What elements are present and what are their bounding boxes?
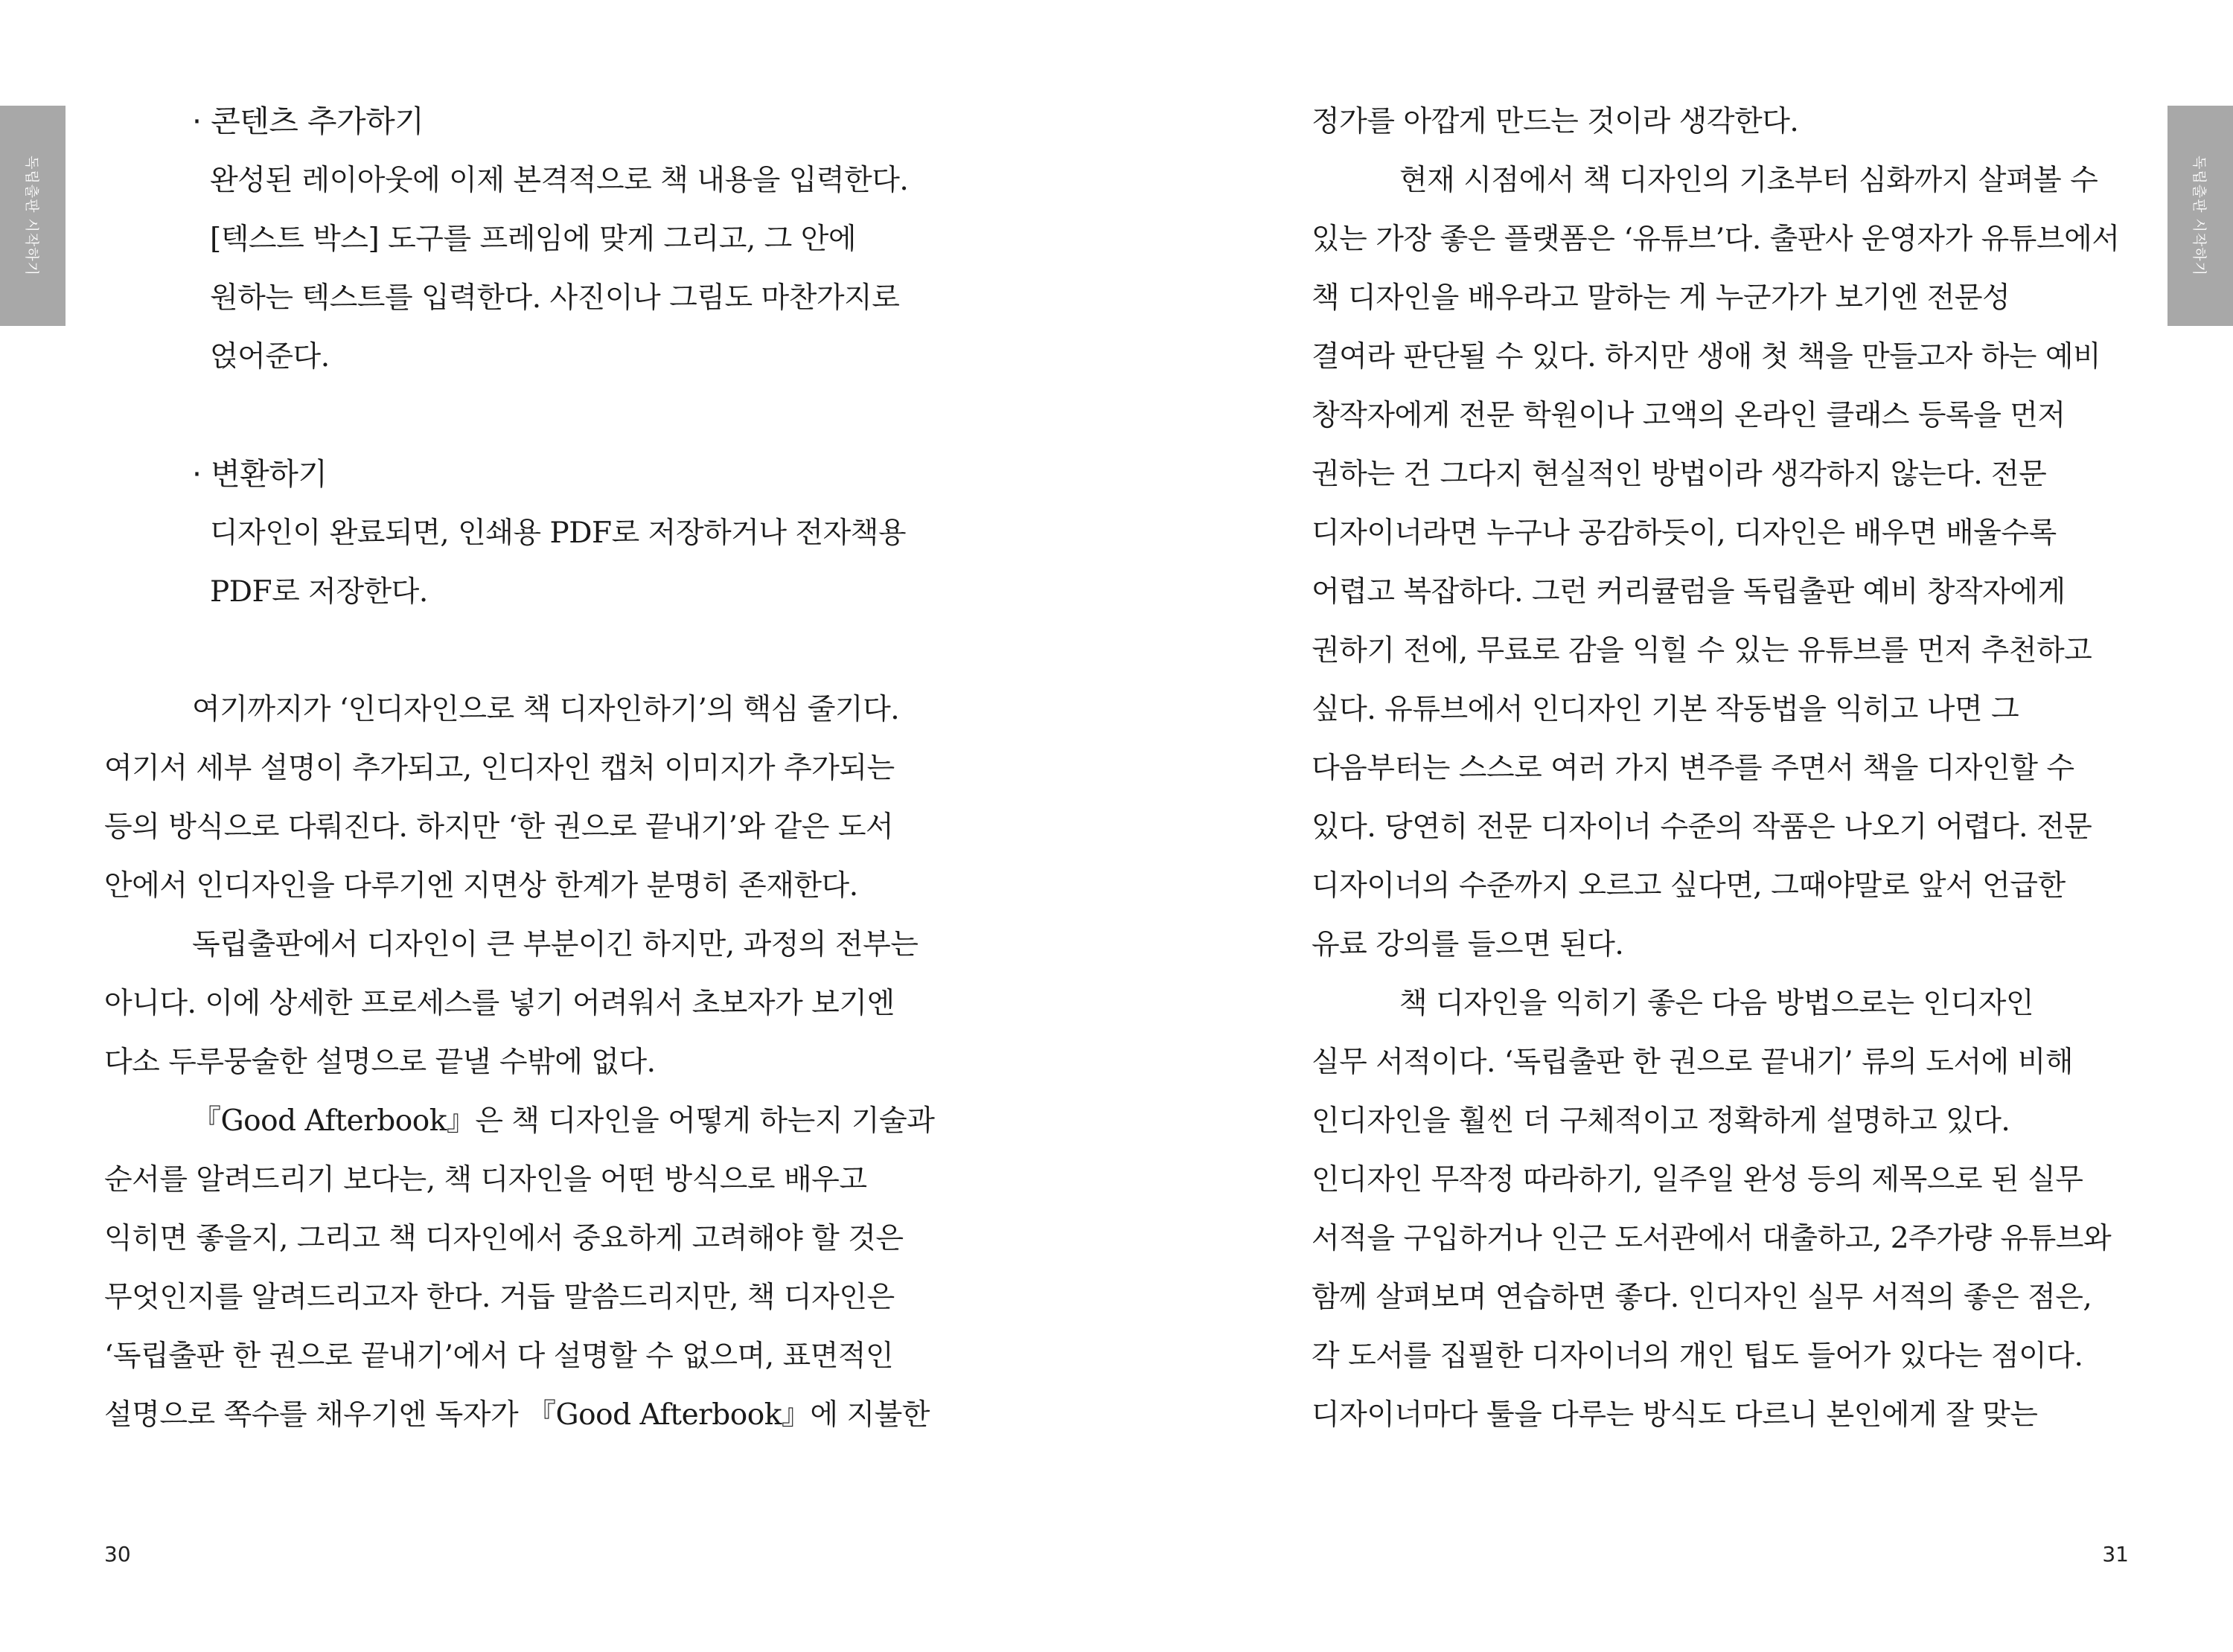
paragraph-line: 현재 시점에서 책 디자인의 기초부터 심화까지 살펴볼 수 [1399, 164, 2098, 197]
section-heading: · 변환하기 [192, 456, 328, 492]
paragraph-line: 책 디자인을 배우라고 말하는 게 누군가가 보기엔 전문성 [1312, 281, 2010, 315]
paragraph-line: 권하기 전에, 무료로 감을 익힐 수 있는 유튜브를 먼저 추천하고 [1312, 634, 2092, 667]
left-side-tab-label: 독립출판 시작하기 [23, 156, 40, 276]
paragraph-line: 있다. 당연히 전문 디자이너 수준의 작품은 나오기 어렵다. 전문 [1312, 810, 2092, 844]
paragraph-line: 창작자에게 전문 학원이나 고액의 온라인 클래스 등록을 먼저 [1312, 399, 2066, 432]
paragraph-line: 안에서 인디자인을 다루기엔 지면상 한계가 분명히 존재한다. [104, 869, 858, 903]
paragraph-line: 함께 살펴보며 연습하면 좋다. 인디자인 실무 서적의 좋은 점은, [1312, 1281, 2092, 1314]
section-line: 원하는 텍스트를 입력한다. 사진이나 그림도 마찬가지로 [210, 281, 900, 315]
paragraph-line: 실무 서적이다. ‘독립출판 한 권으로 끝내기’ 류의 도서에 비해 [1312, 1046, 2074, 1079]
paragraph-line: 정가를 아깝게 만드는 것이라 생각한다. [1312, 105, 1799, 138]
paragraph-line: 설명으로 쪽수를 채우기엔 독자가 『Good Afterbook』에 지불한 [104, 1398, 930, 1432]
paragraph-line: 유료 강의를 들으면 된다. [1312, 928, 1624, 961]
paragraph-line: 익히면 좋을지, 그리고 책 디자인에서 중요하게 고려해야 할 것은 [104, 1222, 904, 1255]
paragraph-line: 다음부터는 스스로 여러 가지 변주를 주면서 책을 디자인할 수 [1312, 752, 2074, 785]
paragraph-line: 있는 가장 좋은 플랫폼은 ‘유튜브’다. 출판사 운영자가 유튜브에서 [1312, 222, 2120, 256]
paragraph-line: 무엇인지를 알려드리고자 한다. 거듭 말씀드리지만, 책 디자인은 [104, 1281, 895, 1314]
paragraph-line: 다소 두루뭉술한 설명으로 끝낼 수밖에 없다. [104, 1046, 656, 1079]
paragraph-line: 『Good Afterbook』은 책 디자인을 어떻게 하는지 기술과 [192, 1104, 935, 1138]
section-line: [텍스트 박스] 도구를 프레임에 맞게 그리고, 그 안에 [210, 222, 857, 256]
paragraph-line: 권하는 건 그다지 현실적인 방법이라 생각하지 않는다. 전문 [1312, 458, 2047, 491]
left-page [0, 0, 1116, 1652]
paragraph-line: 서적을 구입하거나 인근 도서관에서 대출하고, 2주가량 유튜브와 [1312, 1222, 2112, 1255]
page-number-left: 30 [104, 1542, 131, 1566]
paragraph-line: 디자이너의 수준까지 오르고 싶다면, 그때야말로 앞서 언급한 [1312, 869, 2066, 903]
section-line: 디자인이 완료되면, 인쇄용 PDF로 저장하거나 전자책용 [210, 516, 907, 550]
paragraph-line: 여기서 세부 설명이 추가되고, 인디자인 캡처 이미지가 추가되는 [104, 752, 895, 785]
paragraph-line: 여기까지가 ‘인디자인으로 책 디자인하기’의 핵심 줄기다. [192, 693, 900, 726]
right-page [1116, 0, 2233, 1652]
paragraph-line: 어렵고 복잡하다. 그런 커리큘럼을 독립출판 예비 창작자에게 [1312, 575, 2066, 609]
section-line: PDF로 저장한다. [210, 575, 428, 609]
paragraph-line: 책 디자인을 익히기 좋은 다음 방법으로는 인디자인 [1399, 987, 2034, 1020]
left-side-tab [0, 106, 66, 326]
section-heading: · 콘텐츠 추가하기 [192, 103, 424, 139]
right-side-tab [2167, 106, 2233, 326]
paragraph-line: 독립출판에서 디자인이 큰 부분이긴 하지만, 과정의 전부는 [192, 928, 919, 961]
paragraph-line: 디자이너마다 툴을 다루는 방식도 다르니 본인에게 잘 맞는 [1312, 1398, 2038, 1432]
right-side-tab-label: 독립출판 시작하기 [2191, 156, 2208, 276]
right-page-body [1312, 92, 2153, 1444]
section-line: 완성된 레이아웃에 이제 본격적으로 책 내용을 입력한다. [210, 164, 909, 197]
paragraph-line: ‘독립출판 한 권으로 끝내기’에서 다 설명할 수 없으며, 표면적인 [104, 1339, 894, 1373]
paragraph-line: 싶다. 유튜브에서 인디자인 기본 작동법을 익히고 나면 그 [1312, 693, 2019, 726]
paragraph-line: 아니다. 이에 상세한 프로세스를 넣기 어려워서 초보자가 보기엔 [104, 987, 895, 1020]
paragraph-line: 등의 방식으로 다뤄진다. 하지만 ‘한 권으로 끝내기’와 같은 도서 [104, 810, 894, 844]
paragraph-line: 인디자인을 훨씬 더 구체적이고 정확하게 설명하고 있다. [1312, 1104, 2010, 1138]
left-page-body [104, 92, 945, 1444]
spacer [104, 621, 945, 680]
page-number-right: 31 [2102, 1542, 2129, 1566]
paragraph-line: 각 도서를 집필한 디자이너의 개인 팁도 들어가 있다는 점이다. [1312, 1339, 2083, 1373]
spacer [104, 386, 945, 445]
section-line: 얹어준다. [210, 340, 330, 374]
paragraph-line: 결여라 판단될 수 있다. 하지만 생애 첫 책을 만들고자 하는 예비 [1312, 340, 2101, 374]
paragraph-line: 디자이너라면 누구나 공감하듯이, 디자인은 배우면 배울수록 [1312, 516, 2057, 550]
paragraph-line: 인디자인 무작정 따라하기, 일주일 완성 등의 제목으로 된 실무 [1312, 1163, 2083, 1197]
paragraph-line: 순서를 알려드리기 보다는, 책 디자인을 어떤 방식으로 배우고 [104, 1163, 867, 1197]
